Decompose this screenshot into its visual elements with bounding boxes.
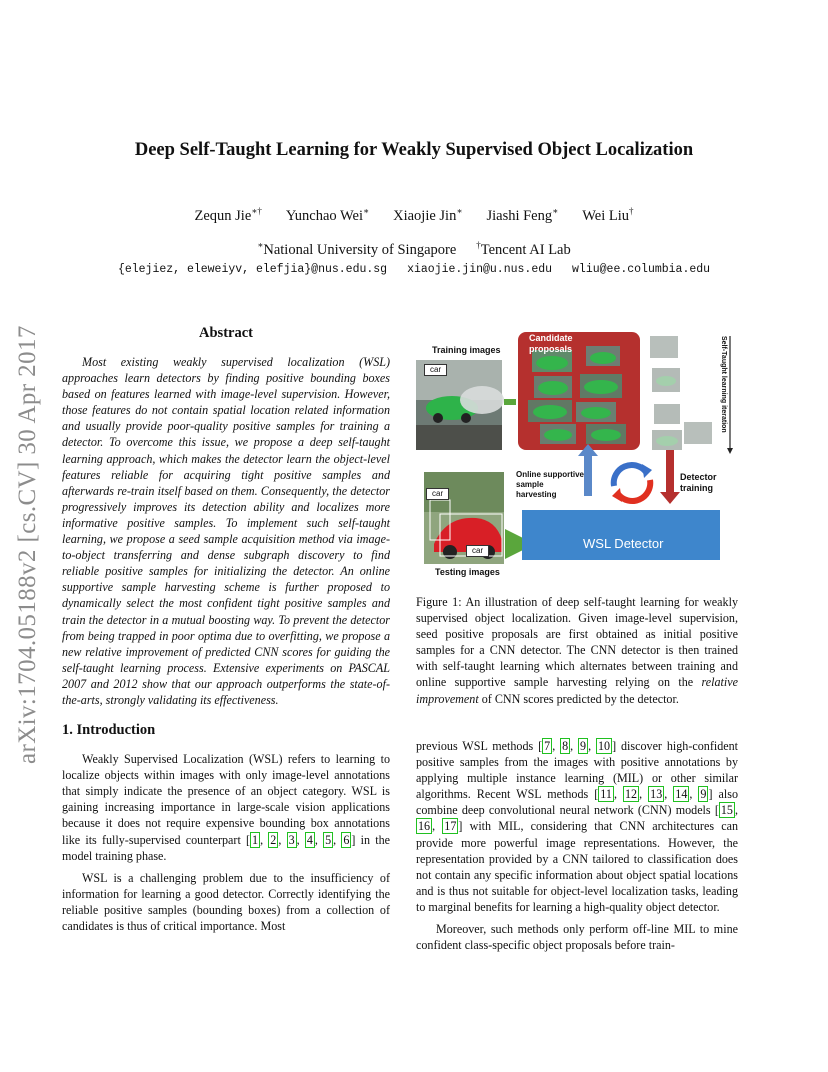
citation-link[interactable]: 3 bbox=[288, 832, 295, 847]
right-column-text bbox=[416, 738, 738, 959]
citation-link[interactable]: 14 bbox=[675, 787, 688, 802]
paragraph: Weakly Supervised Localization (WSL) refers to learning to localize objects within images with only image-level annotations that simply indicate the presence of an object category. WSL is gaining increasing importance in large-scale vision applications because it does not require expensive bounding box annotations like its fully-supervised counterpart [ 1 , 2 , 3 , 4 , 5 , 6 ] in the model training phase. bbox=[62, 752, 391, 863]
wsl-detector-label: WSL Detector bbox=[583, 536, 664, 551]
email-list bbox=[60, 263, 768, 276]
testing-image bbox=[424, 472, 504, 564]
citation-link[interactable]: 7 bbox=[544, 739, 551, 753]
citation-link[interactable]: 15 bbox=[720, 803, 733, 818]
citation-link[interactable]: 17 bbox=[444, 819, 457, 834]
affiliation: ∗National University of Singapore bbox=[257, 240, 457, 258]
author: Jiashi Feng∗ bbox=[486, 206, 559, 224]
citation-link[interactable]: 13 bbox=[650, 787, 663, 802]
author: Zequn Jie∗† bbox=[194, 206, 262, 224]
affiliation-list bbox=[60, 240, 768, 259]
arrow-icon bbox=[660, 492, 680, 504]
author: Yunchao Wei∗ bbox=[285, 206, 370, 224]
abstract-text: Most existing weakly supervised localization (WSL) approaches learn detectors by finding positive bounding boxes based on features learned with image-level supervision. However, those features do not contain spatial location related information and usually provide poor-quality positive samples for training a detector. To overcome this issue, we propose a deep self-taught learning approach, which makes the detector learn the object-level features reliable for acquiring tight positive samples and afterwards re-train itself based on them. Consequently, the detector progressively improves its detection ability and localizes more informative positive samples. To implement such self-taught learning, we propose a seed sample acquisition method via image-to-object transferring and dense subgraph discovery to find reliable positive samples for initializing the detector. An online supportive sample harvesting scheme is further proposed to dynamically select the most confident tight positive samples and train the detector in a mutual boosting way. To prevent the detector from being trapped in poor optima due to overfitting, we propose a new relative improvement of predicted CNN scores for guiding the self-taught learning process. Extensive experiments on PASCAL 2007 and 2012 show that our approach outperforms the state-of-the-arts, strongly validating its effectiveness. bbox=[62, 355, 390, 707]
paragraph: previous WSL methods [ 7 , 8 , 9 , 10 ] discover high-confident positive samples from the images with positive annotations by applying multiple instance learning (MIL) or other similar algorithms. Recent WSL methods [ 11 , 12 , 13 , 14 , 9 ] also combine deep convolutional neural network (CNN) models [ 15 , 16 , 17 ] with MIL, considering that CNN architectures can provide more powerful image representations. However, the representation provided by a CNN tailored to classification does not contain any specific information about object spatial locations and is thus not suitable for object-level localization tasks, leading to marginal benefits for learning a high-quality object detector. bbox=[416, 739, 739, 914]
training-images-label: Training images bbox=[432, 345, 501, 355]
harvested-proposals bbox=[650, 336, 712, 450]
email: xiaojie.jin@u.nus.edu bbox=[407, 263, 553, 276]
email: {elejiez, eleweiyv, elefjia}@nus.edu.sg bbox=[117, 263, 388, 276]
paragraph: WSL is a challenging problem due to the insufficiency of information for learning a good detector. Correctly identifying the reliable positive samples (bounding boxes) from a collection of candidates is thus of critical importance. Most bbox=[62, 870, 390, 933]
citation-link[interactable]: 9 bbox=[700, 787, 707, 802]
figure-caption: Figure 1: An illustration of deep self-taught learning for weakly supervised object localization. Given image-level supervision, seed positive proposals are first obtained as initial positive samples for a CNN detector. The CNN detector is then trained with self-taught learning which alternates between training and online supportive sample harvesting relying on the relative improvement of CNN scores predicted by the detector. bbox=[416, 595, 738, 706]
online-supportive-label: Online supportive sample harvesting bbox=[516, 470, 585, 499]
citation-link[interactable]: 5 bbox=[325, 832, 332, 847]
author-list bbox=[60, 206, 768, 225]
citation-link[interactable]: 6 bbox=[343, 832, 350, 847]
left-column bbox=[62, 325, 390, 940]
paragraph: Moreover, such methods only perform off-line MIL to mine confident class-specific object proposals before train- bbox=[416, 922, 738, 953]
detector-training-label: Detector training bbox=[680, 472, 717, 493]
citation-link[interactable]: 4 bbox=[306, 832, 313, 847]
candidate-proposals-label: Candidate proposals bbox=[529, 333, 573, 354]
citation-link[interactable]: 11 bbox=[600, 787, 612, 802]
cycle-icon bbox=[612, 464, 652, 502]
arrow-icon bbox=[666, 450, 674, 494]
introduction-heading: 1. Introduction bbox=[62, 722, 156, 739]
car-tag: car bbox=[426, 488, 449, 500]
citation-link[interactable]: 8 bbox=[562, 739, 569, 753]
figure-1 bbox=[416, 330, 738, 585]
introduction-text bbox=[62, 751, 390, 934]
testing-images-label: Testing images bbox=[435, 567, 500, 577]
arxiv-identifier: arXiv:1704.05188v2 [cs.CV] 30 Apr 2017 bbox=[14, 325, 41, 764]
affiliation: †Tencent AI Lab bbox=[476, 240, 571, 258]
author: Xiaojie Jin∗ bbox=[393, 206, 463, 224]
citation-link[interactable]: 10 bbox=[598, 739, 611, 753]
citation-link[interactable]: 16 bbox=[418, 819, 431, 834]
iteration-label: Self-Taught learning iteration bbox=[720, 336, 727, 433]
car-tag: car bbox=[424, 364, 447, 376]
figure-diagram bbox=[416, 330, 738, 585]
wsl-detector-box bbox=[522, 510, 720, 560]
arrow-icon bbox=[727, 448, 733, 454]
citation-link[interactable]: 12 bbox=[625, 787, 638, 802]
abstract-heading: Abstract bbox=[199, 325, 253, 341]
paper-title: Deep Self-Taught Learning for Weakly Supervised Object Localization bbox=[134, 140, 694, 160]
citation-link[interactable]: 2 bbox=[270, 832, 277, 847]
citation-link[interactable]: 9 bbox=[580, 739, 587, 753]
car-tag: car bbox=[466, 545, 489, 557]
email: wliu@ee.columbia.edu bbox=[572, 263, 711, 276]
author: Wei Liu† bbox=[582, 206, 634, 224]
citation-link[interactable]: 1 bbox=[252, 832, 259, 847]
